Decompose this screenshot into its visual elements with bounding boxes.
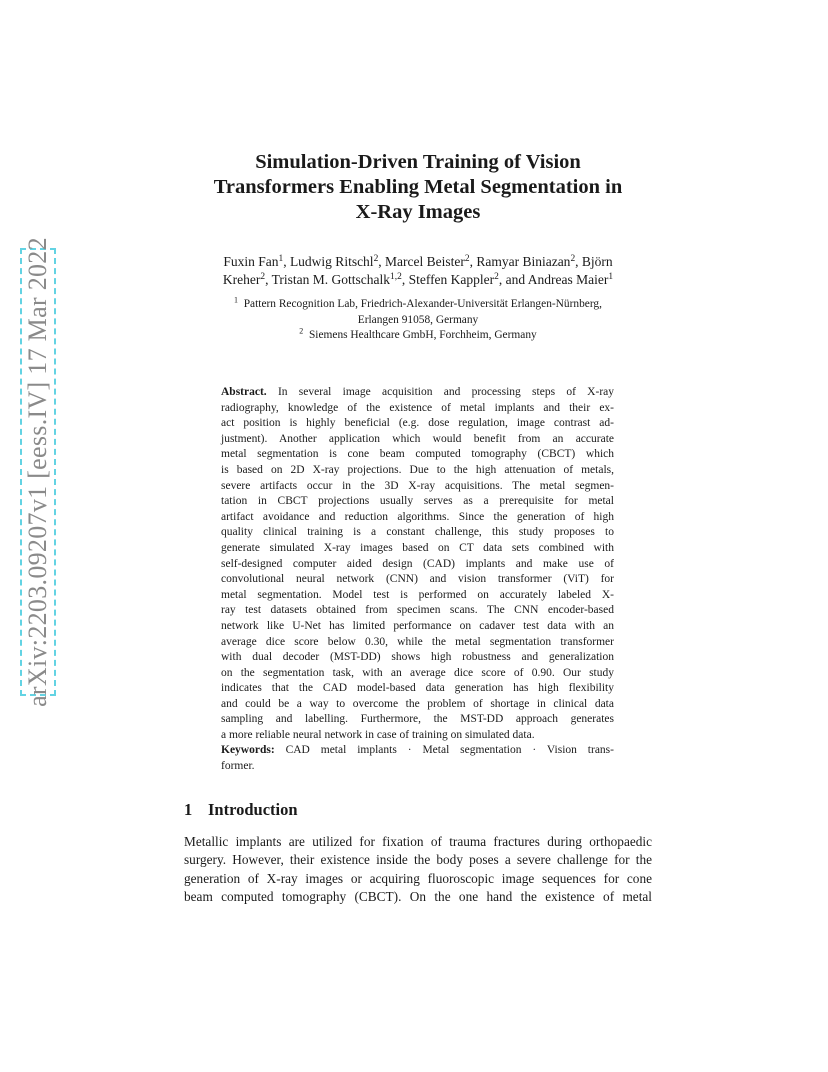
abstract-line: metal segmentation is cone beam computed tomography (CBCT) which: [221, 448, 614, 461]
title-line: Simulation-Driven Training of Vision: [255, 151, 581, 173]
affiliation-number: 1: [234, 295, 239, 305]
affiliation-line: [188, 328, 648, 344]
abstract-line: ray test datasets obtained from specimen scans. The CNN encoder-based: [221, 604, 614, 617]
author-name: , Ludwig Ritschl: [283, 254, 374, 269]
author-affiliation-mark: 1,2: [390, 271, 402, 282]
paragraph-line: Metallic implants are utilized for fixation of trauma fractures during orthopaedic: [184, 834, 652, 849]
author-name: , Marcel Beister: [378, 254, 465, 269]
affiliation-text: Siemens Healthcare GmbH, Forchheim, Germany: [308, 329, 537, 341]
abstract-line: on the segmentation task, with an average dice score of 0.90. Our study: [221, 666, 614, 679]
arxiv-identifier-stamp: [20, 237, 56, 707]
keywords-text: CAD metal implants · Metal segmentation · Vision trans-: [285, 744, 614, 756]
abstract-line: generate simulated X-ray images based on CT data sets combined with: [221, 541, 614, 554]
title-line: X-Ray Images: [355, 201, 481, 223]
keywords-label: Keywords:: [221, 744, 275, 756]
affiliation-text: Pattern Recognition Lab, Friedrich-Alexander-Universität Erlangen-Nürnberg,: [243, 298, 602, 310]
abstract-line: self-designed computer aided design (CAD) implants and make use of: [221, 557, 614, 570]
abstract-line: radiography, knowledge of the existence of metal implants and their ex-: [221, 401, 614, 414]
introduction-paragraph: [184, 833, 652, 907]
section-title: Introduction: [208, 800, 298, 819]
author-name: , and Andreas Maier: [498, 272, 609, 287]
abstract-label: Abstract.: [221, 386, 267, 398]
author-name: , Steffen Kappler: [401, 272, 495, 287]
abstract-line: justment). Another application which would benefit from an accurate: [221, 432, 614, 445]
abstract-line: quality clinical training is a constant challenge, this study proposes to: [221, 526, 614, 539]
keywords-line: [221, 743, 614, 759]
abstract-line: average dice score below 0.30, while the metal segmentation transformer: [221, 635, 614, 648]
author-affiliation-mark: 2: [570, 253, 576, 264]
abstract-line: tation in CBCT projections usually serves as a prerequisite for metal: [221, 495, 614, 508]
abstract: [221, 385, 614, 744]
section-number: 1: [184, 800, 193, 819]
affiliation-list: [188, 297, 648, 344]
abstract-line: artifact avoidance and reduction algorithms. Since the generation of high: [221, 510, 614, 523]
title-line: Transformers Enabling Metal Segmentation in: [213, 176, 623, 198]
affiliation-number: 2: [299, 326, 304, 336]
abstract-line: network like U-Net has limited performance on cadaver test data with an: [221, 619, 614, 632]
author-name: , Tristan M. Gottschalk: [265, 272, 391, 287]
keywords-line: former.: [221, 759, 255, 772]
section-heading: [184, 799, 298, 821]
paragraph-line: generation of X-ray images or acquiring fluoroscopic image sequences for cone: [184, 870, 652, 886]
paper-title: [168, 150, 668, 225]
author-affiliation-mark: 1: [608, 271, 614, 282]
author-affiliation-mark: 2: [260, 271, 266, 282]
author-affiliation-mark: 2: [464, 253, 470, 264]
author-name: , Björn: [575, 254, 613, 269]
arxiv-identifier-text: arXiv:2203.09207v1 [eess.IV] 17 Mar 2022: [23, 237, 52, 707]
abstract-line: a more reliable neural network in case of training on simulated data.: [221, 729, 535, 742]
affiliation-line: Erlangen 91058, Germany: [357, 313, 479, 326]
author-list: [188, 253, 648, 289]
abstract-text: In several image acquisition and processing steps of X-ray: [277, 386, 614, 398]
author-name: Kreher: [222, 272, 261, 287]
abstract-line: is based on 2D X-ray projections. Due to the high attenuation of metals,: [221, 463, 614, 476]
author-affiliation-mark: 1: [278, 253, 284, 264]
abstract-line: [221, 385, 614, 401]
abstract-line: metal segmentation. Model test is performed on accurately labeled X-: [221, 588, 614, 601]
abstract-line: severe artifacts occur in the 3D X-ray acquisitions. The metal segmen-: [221, 479, 614, 492]
author-name: Fuxin Fan: [223, 254, 279, 269]
author-line: [188, 271, 648, 289]
keywords: [221, 743, 614, 774]
abstract-line: convolutional neural network (CNN) and vision transformer (ViT) for: [221, 573, 614, 586]
author-affiliation-mark: 2: [373, 253, 379, 264]
abstract-line: indicates that the CAD model-based data generation has high flexibility: [221, 682, 614, 695]
abstract-line: with dual decoder (MST-DD) shows high robustness and generalization: [221, 651, 614, 664]
abstract-line: sampling and labelling. Furthermore, the MST-DD approach generates: [221, 713, 614, 726]
author-line: [188, 253, 648, 271]
abstract-line: act position is highly beneficial (e.g. dose regulation, image contrast ad-: [221, 417, 614, 430]
abstract-line: and could be a way to overcome the problem of shortage in clinical data: [221, 697, 614, 710]
author-affiliation-mark: 2: [494, 271, 499, 282]
author-name: , Ramyar Biniazan: [469, 254, 571, 269]
paragraph-line: beam computed tomography (CBCT). On the one hand the existence of metal: [184, 889, 652, 905]
paragraph-line: surgery. However, their existence inside the body poses a severe challenge for the: [184, 852, 652, 868]
affiliation-line: [188, 297, 648, 313]
